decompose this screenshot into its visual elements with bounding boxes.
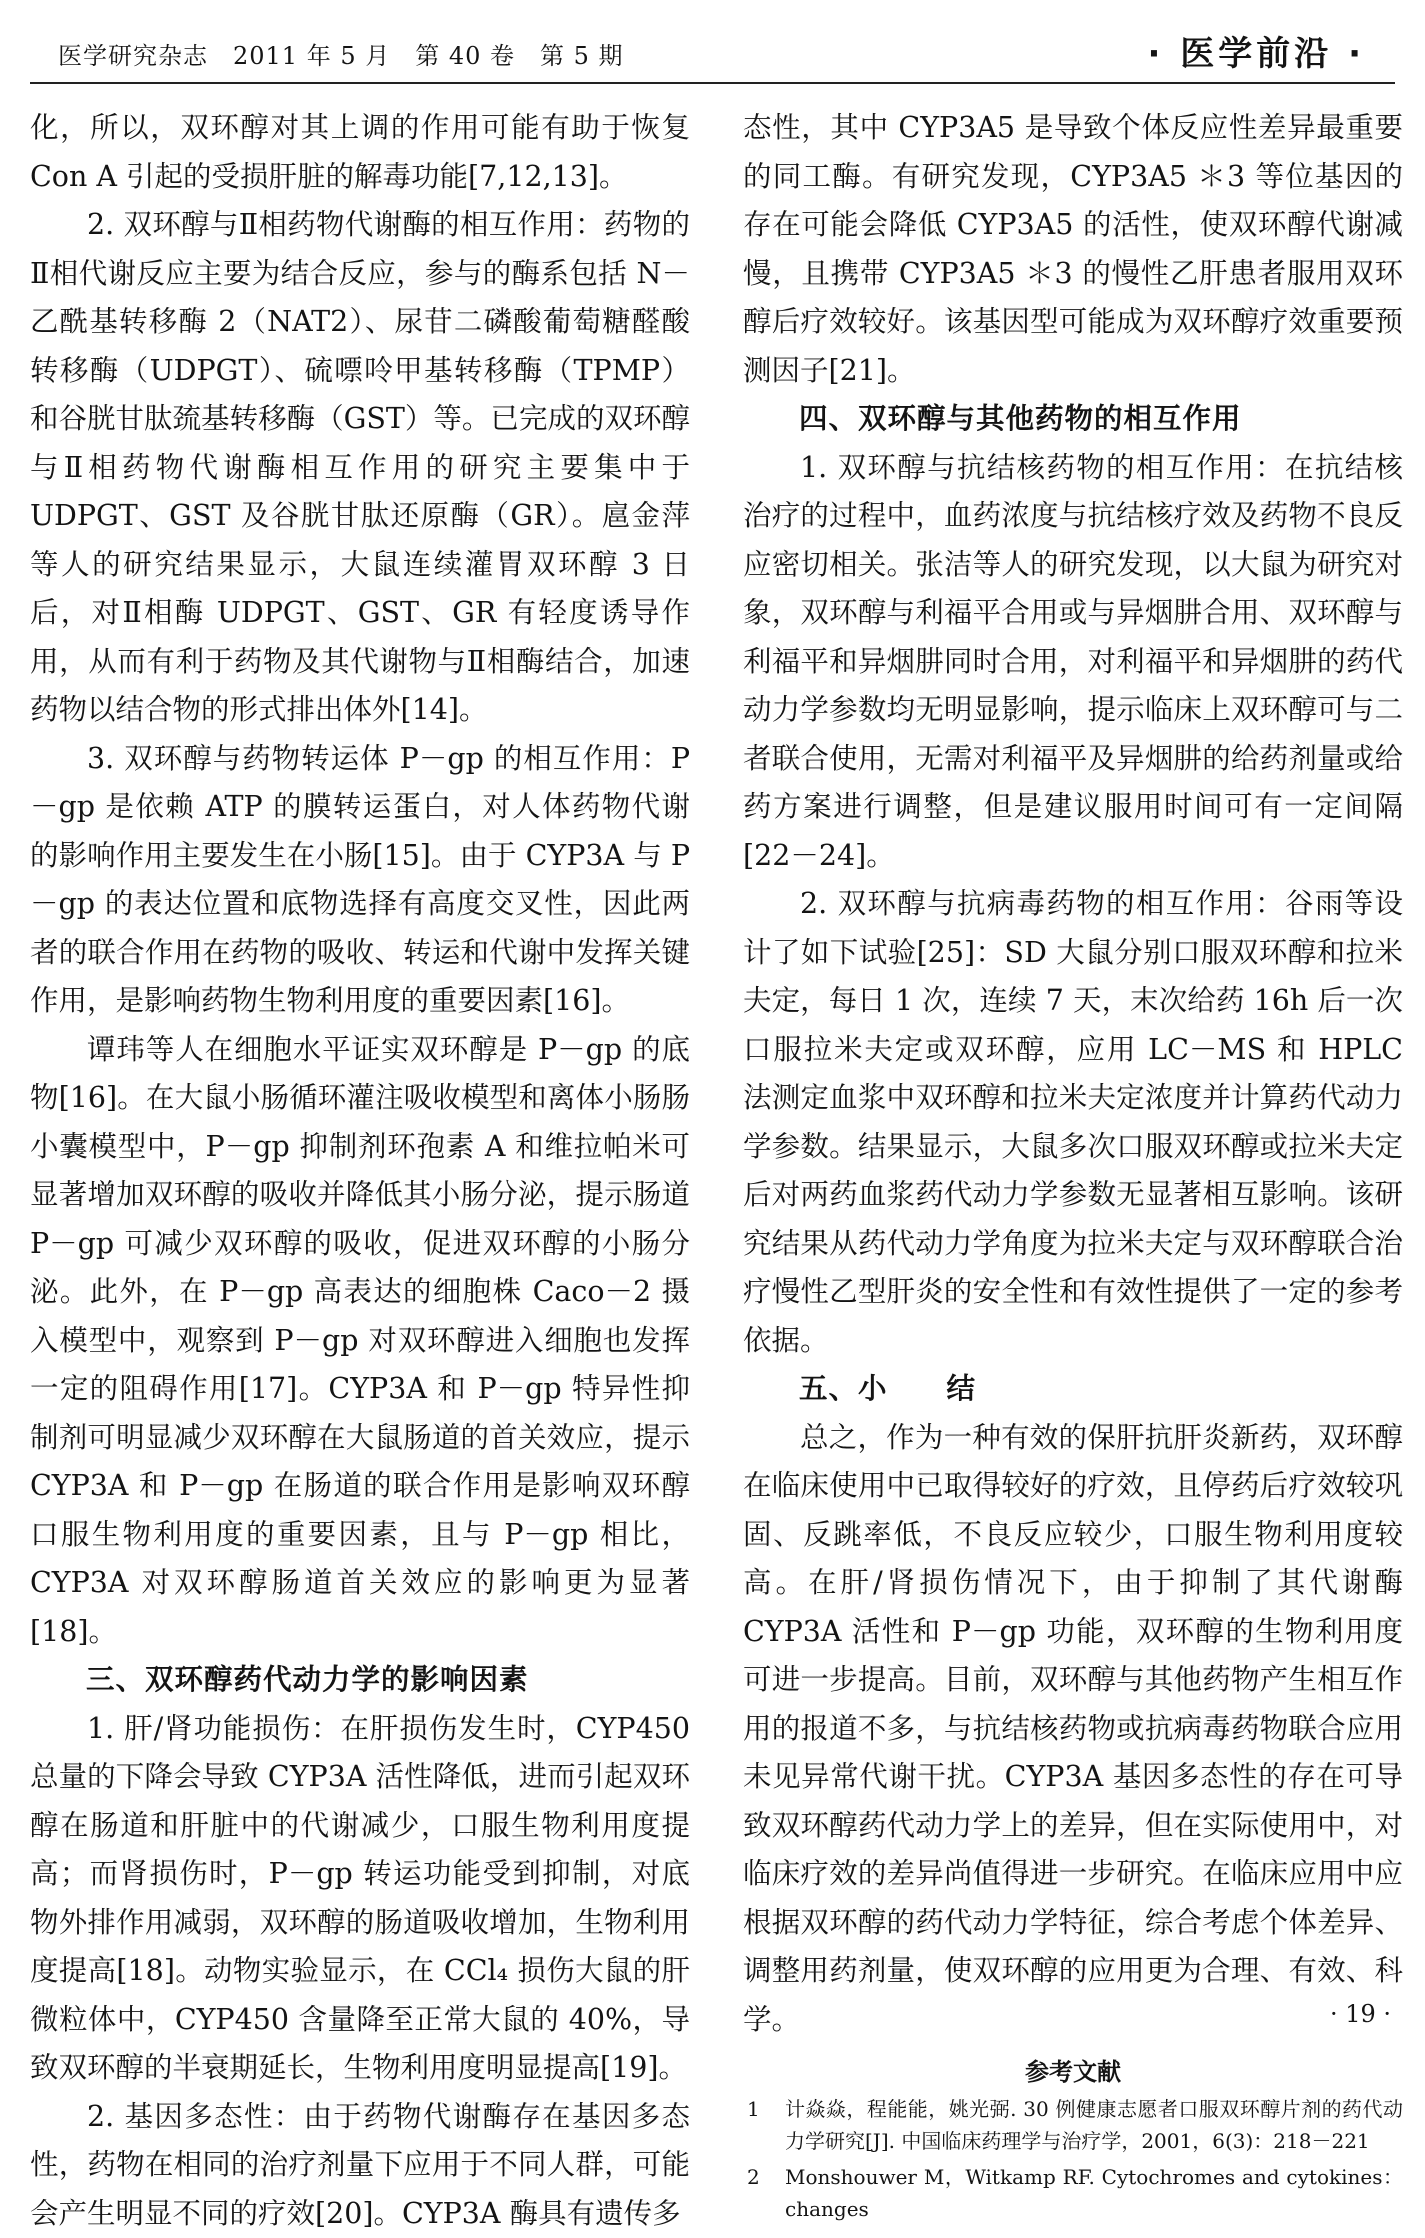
reference-item	[743, 2093, 1403, 2157]
paragraph: 2. 双环醇与抗病毒药物的相互作用：谷雨等设计了如下试验[25]：SD 大鼠分别口服双环醇和拉米夫定，每日 1 次，连续 7 天，末次给药 16h 后一次口服拉米夫定或双环醇，应用 LC－MS 和 HPLC 法测定血浆中双环醇和拉米夫定浓度并计算药代动力学参数。结果显示，大鼠多次口服双环醇或拉米夫定后对两药血浆药代动力学参数无显著相互影响。该研究结果从药代动力学角度为拉米夫定与双环醇联合治疗慢性乙型肝炎的安全性和有效性提供了一定的参考依据。	[743, 880, 1403, 1365]
paragraph: 2. 基因多态性：由于药物代谢酶存在基因多态性，药物在相同的治疗剂量下应用于不同人群，可能会产生明显不同的疗效[20]。CYP3A 酶具有遗传多	[30, 2093, 690, 2238]
reference-number: 1	[743, 2093, 785, 2157]
paragraph: 总之，作为一种有效的保肝抗肝炎新药，双环醇在临床使用中已取得较好的疗效，且停药后疗效较巩固、反跳率低，不良反应较少，口服生物利用度较高。在肝/肾损伤情况下，由于抑制了其代谢酶 CYP3A 活性和 P－gp 功能，双环醇的生物利用度可进一步提高。目前，双环醇与其他药物产生相互作用的报道不多，与抗结核药物或抗病毒药物联合应用未见异常代谢干扰。CYP3A 基因多态性的存在可导致双环醇药代动力学上的差异，但在实际使用中，对临床疗效的差异尚值得进一步研究。在临床应用中应根据双环醇的药代动力学特征，综合考虑个体差异、调整用药剂量，使双环醇的应用更为合理、有效、科学。	[743, 1414, 1403, 2045]
paragraph: 谭玮等人在细胞水平证实双环醇是 P－gp 的底物[16]。在大鼠小肠循环灌注吸收模型和离体小肠肠小囊模型中，P－gp 抑制剂环孢素 A 和维拉帕米可显著增加双环醇的吸收并降低其小肠分泌，提示肠道 P－gp 可减少双环醇的吸收，促进双环醇的小肠分泌。此外，在 P－gp 高表达的细胞株 Caco－2 摄入模型中，观察到 P－gp 对双环醇进入细胞也发挥一定的阻碍作用[17]。CYP3A 和 P－gp 特异性抑制剂可明显减少双环醇在大鼠肠道的首关效应，提示 CYP3A 和 P－gp 在肠道的联合作用是影响双环醇口服生物利用度的重要因素，且与 P－gp 相比，CYP3A 对双环醇肠道首关效应的影响更为显著[18]。	[30, 1026, 690, 1657]
section-heading: 三、双环醇药代动力学的影响因素	[30, 1656, 690, 1705]
paragraph: 态性，其中 CYP3A5 是导致个体反应性差异最重要的同工酶。有研究发现，CYP3A5 ＊3 等位基因的存在可能会降低 CYP3A5 的活性，使双环醇代谢减慢，且携带 CYP3A5 ＊3 的慢性乙肝患者服用双环醇后疗效较好。该基因型可能成为双环醇疗效重要预测因子[21]。	[743, 104, 1403, 395]
left-column	[30, 104, 690, 2238]
section-heading: 四、双环醇与其他药物的相互作用	[743, 395, 1403, 444]
section-heading: 五、小 结	[743, 1365, 1403, 1414]
paragraph: 3. 双环醇与药物转运体 P－gp 的相互作用：P－gp 是依赖 ATP 的膜转运蛋白，对人体药物代谢的影响作用主要发生在小肠[15]。由于 CYP3A 与 P－gp 的表达位置和底物选择有高度交叉性，因此两者的联合作用在药物的吸收、转运和代谢中发挥关键作用，是影响药物生物利用度的重要因素[16]。	[30, 735, 690, 1026]
reference-text: Monshouwer M，Witkamp RF. Cytochromes and cytokines：changes	[785, 2161, 1403, 2225]
reference-number: 2	[743, 2161, 785, 2225]
reference-item	[743, 2161, 1403, 2225]
paragraph: 2. 双环醇与Ⅱ相药物代谢酶的相互作用：药物的Ⅱ相代谢反应主要为结合反应，参与的酶系包括 N－乙酰基转移酶 2（NAT2）、尿苷二磷酸葡萄糖醛酸转移酶（UDPGT）、硫嘌呤甲基转移酶（TPMP）和谷胱甘肽巯基转移酶（GST）等。已完成的双环醇与Ⅱ相药物代谢酶相互作用的研究主要集中于 UDPGT、GST 及谷胱甘肽还原酶（GR）。扈金萍等人的研究结果显示，大鼠连续灌胃双环醇 3 日后，对Ⅱ相酶 UDPGT、GST、GR 有轻度诱导作用，从而有利于药物及其代谢物与Ⅱ相酶结合，加速药物以结合物的形式排出体外[14]。	[30, 201, 690, 735]
references-title: 参考文献	[743, 2052, 1403, 2087]
section-label: · 医学前沿 ·	[1147, 26, 1365, 75]
reference-text: 计焱焱，程能能，姚光弼. 30 例健康志愿者口服双环醇片剂的药代动力学研究[J]. 中国临床药理学与治疗学，2001，6(3)：218－221	[785, 2093, 1403, 2157]
page-number: · 19 ·	[1330, 2000, 1391, 2028]
right-column	[743, 104, 1403, 2229]
journal-info: 医学研究杂志 2011 年 5 月 第 40 卷 第 5 期	[58, 36, 624, 71]
paragraph: 1. 肝/肾功能损伤：在肝损伤发生时，CYP450 总量的下降会导致 CYP3A 活性降低，进而引起双环醇在肠道和肝脏中的代谢减少，口服生物利用度提高；而肾损伤时，P－gp 转运功能受到抑制，对底物外排作用减弱，双环醇的肠道吸收增加，生物利用度提高[18]。动物实验显示，在 CCl₄ 损伤大鼠的肝微粒体中，CYP450 含量降至正常大鼠的 40%，导致双环醇的半衰期延长，生物利用度明显提高[19]。	[30, 1705, 690, 2093]
paragraph: 化，所以，双环醇对其上调的作用可能有助于恢复 Con A 引起的受损肝脏的解毒功能[7,12,13]。	[30, 104, 690, 201]
header-rule	[30, 82, 1395, 84]
paragraph: 1. 双环醇与抗结核药物的相互作用：在抗结核治疗的过程中，血药浓度与抗结核疗效及药物不良反应密切相关。张洁等人的研究发现，以大鼠为研究对象，双环醇与利福平合用或与异烟肼合用、双环醇与利福平和异烟肼同时合用，对利福平和异烟肼的药代动力学参数均无明显影响，提示临床上双环醇可与二者联合使用，无需对利福平及异烟肼的给药剂量或给药方案进行调整，但是建议服用时间可有一定间隔[22－24]。	[743, 444, 1403, 881]
